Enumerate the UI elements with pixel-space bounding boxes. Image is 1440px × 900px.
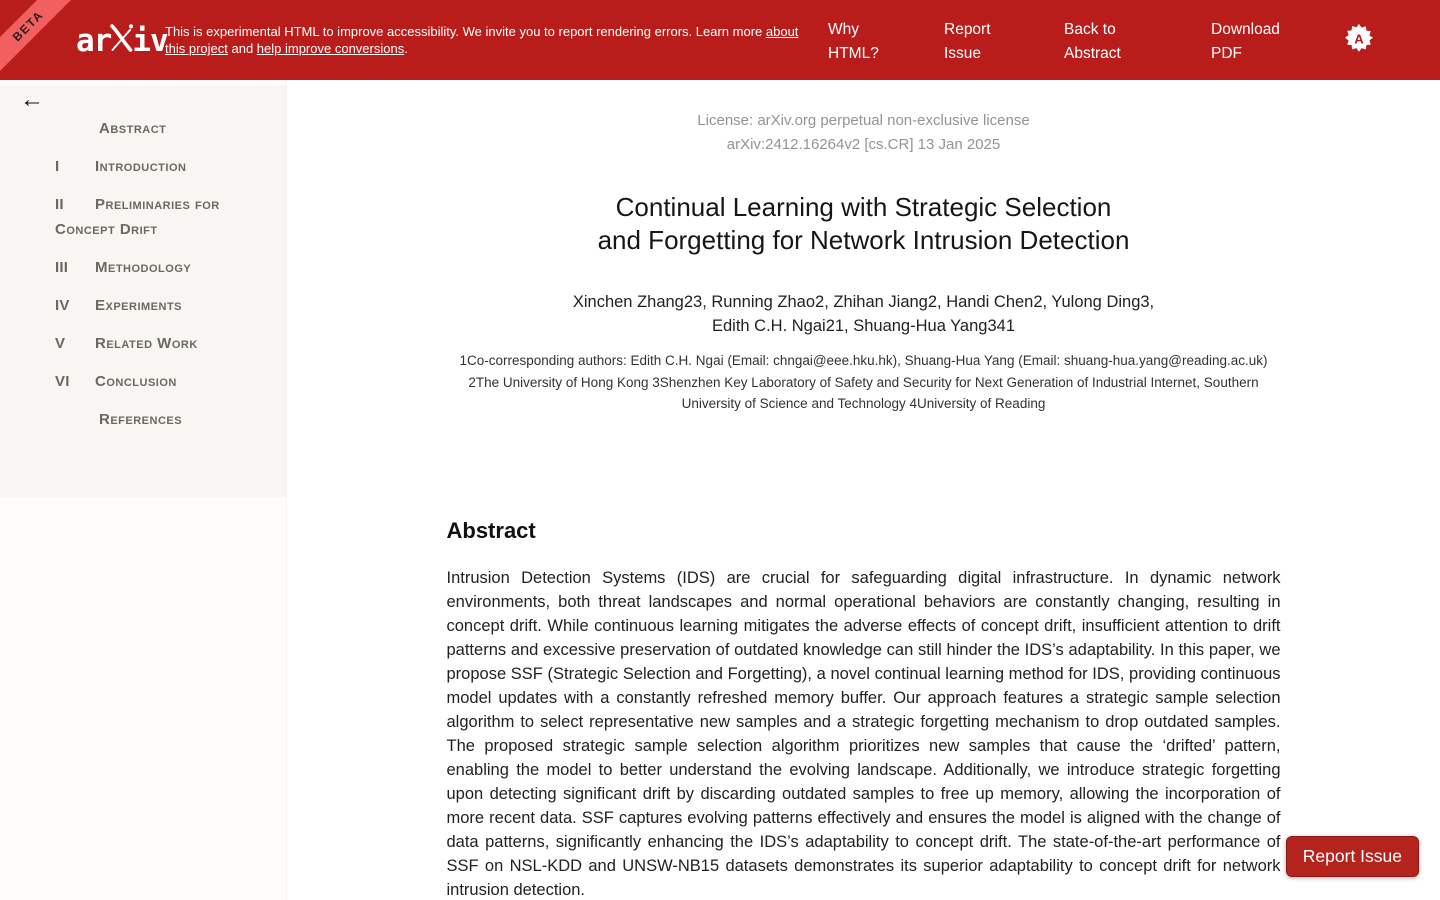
arxiv-logo[interactable]	[76, 21, 168, 61]
toc-item-abstract[interactable]: Abstract	[99, 120, 167, 137]
abstract-heading: Abstract	[446, 517, 536, 543]
table-of-contents	[0, 116, 287, 445]
accessibility-settings-icon[interactable]	[1344, 24, 1374, 54]
experimental-html-banner	[165, 23, 815, 57]
arxiv-chi-icon	[111, 21, 132, 61]
nav-download-pdf[interactable]: Download PDF	[1211, 21, 1280, 62]
toc-item-references[interactable]: References	[99, 411, 183, 428]
toc-item-preliminaries[interactable]: II Preliminaries for Concept Drift	[55, 196, 220, 238]
about-this-project-link[interactable]: about this project	[165, 24, 799, 56]
arxiv-logo-text-left: ar	[76, 23, 112, 59]
affiliations-footnote: 1Co-corresponding authors: Edith C.H. Ngai (Email: chngai@eee.hku.hk), Shuang-Hua Yang (Email: shuang-hua.yang@reading.ac.uk) 2The University of Hong Kong 3Shenzhen Key Laboratory of Safety and Security for Next Generation of Industrial Internet, Southern University of Science and Technology 4University of Reading	[459, 353, 1268, 411]
toc-item-related-work[interactable]: V Related Work	[55, 335, 198, 352]
toc-sidebar	[0, 80, 287, 900]
paper-title: Continual Learning with Strategic Selection and Forgetting for Network Intrusion Detection	[597, 192, 1130, 255]
toc-item-introduction[interactable]: I Introduction	[55, 158, 187, 175]
arxiv-id-line: arXiv:2412.16264v2 [cs.CR] 13 Jan 2025	[726, 136, 1001, 153]
banner-text-mid: and	[227, 41, 257, 56]
toc-item-conclusion[interactable]: VI Conclusion	[55, 373, 177, 390]
article-pane	[287, 80, 1440, 900]
collapse-sidebar-arrow-icon[interactable]: ←	[20, 86, 44, 113]
toc-item-experiments[interactable]: IV Experiments	[55, 297, 183, 314]
beta-ribbon: BETA	[0, 0, 80, 78]
top-header	[0, 0, 1440, 80]
help-improve-conversions-link[interactable]: help improve conversions	[256, 41, 405, 56]
banner-text: This is experimental HTML to improve accessibility. We invite you to report rendering errors. Learn more	[165, 24, 766, 39]
banner-text-end: .	[404, 41, 408, 56]
report-issue-button[interactable]: Report Issue	[1286, 836, 1419, 877]
svg-text:A: A	[1354, 31, 1364, 47]
nav-back-to-abstract[interactable]: Back to Abstract	[1064, 21, 1121, 62]
nav-report-issue[interactable]: Report Issue	[944, 21, 991, 62]
authors-line: Xinchen Zhang23, Running Zhao2, Zhihan Jiang2, Handi Chen2, Yulong Ding3, Edith C.H. Ngai21, Shuang-Hua Yang341	[572, 293, 1155, 335]
abstract-paragraph: Intrusion Detection Systems (IDS) are crucial for safeguarding digital infrastructure. In dynamic network environments, both threat landscapes and normal operational behaviors are constantly changing, resulting in concept drift. While continuous learning mitigates the adverse effects of concept drift, insufficient attention to drift patterns and excessive preservation of outdated knowledge can still hinder the IDS’s adaptability. In this paper, we propose SSF (Strategic Selection and Forgetting), a novel continual learning method for IDS, providing continuous model updates with a constantly refreshed memory buffer. Our approach features a strategic sample selection algorithm to select representative new samples and a strategic forgetting mechanism to drop outdated samples. The proposed strategic sample selection algorithm prioritizes new samples that cause the ‘drifted’ pattern, enabling the model to better understand the evolving landscape. Additionally, we introduce strategic forgetting upon detecting significant drift by discarding outdated samples to free up memory, allowing the incorporation of more recent data. SSF captures evolving patterns effectively and ensures the model is aligned with the change of data patterns, significantly enhancing the IDS’s adaptability to concept drift. The state-of-the-art performance of SSF on NSL-KDD and UNSW-NB15 datasets demonstrates its superior adaptability to concept drift for network intrusion detection.	[446, 568, 1281, 899]
nav-why-html[interactable]: Why HTML?	[828, 21, 879, 62]
arxiv-logo-text-right: iv	[132, 23, 168, 59]
license-line: License: arXiv.org perpetual non-exclusive license	[697, 112, 1030, 129]
toc-item-methodology[interactable]: III Methodology	[55, 259, 192, 276]
